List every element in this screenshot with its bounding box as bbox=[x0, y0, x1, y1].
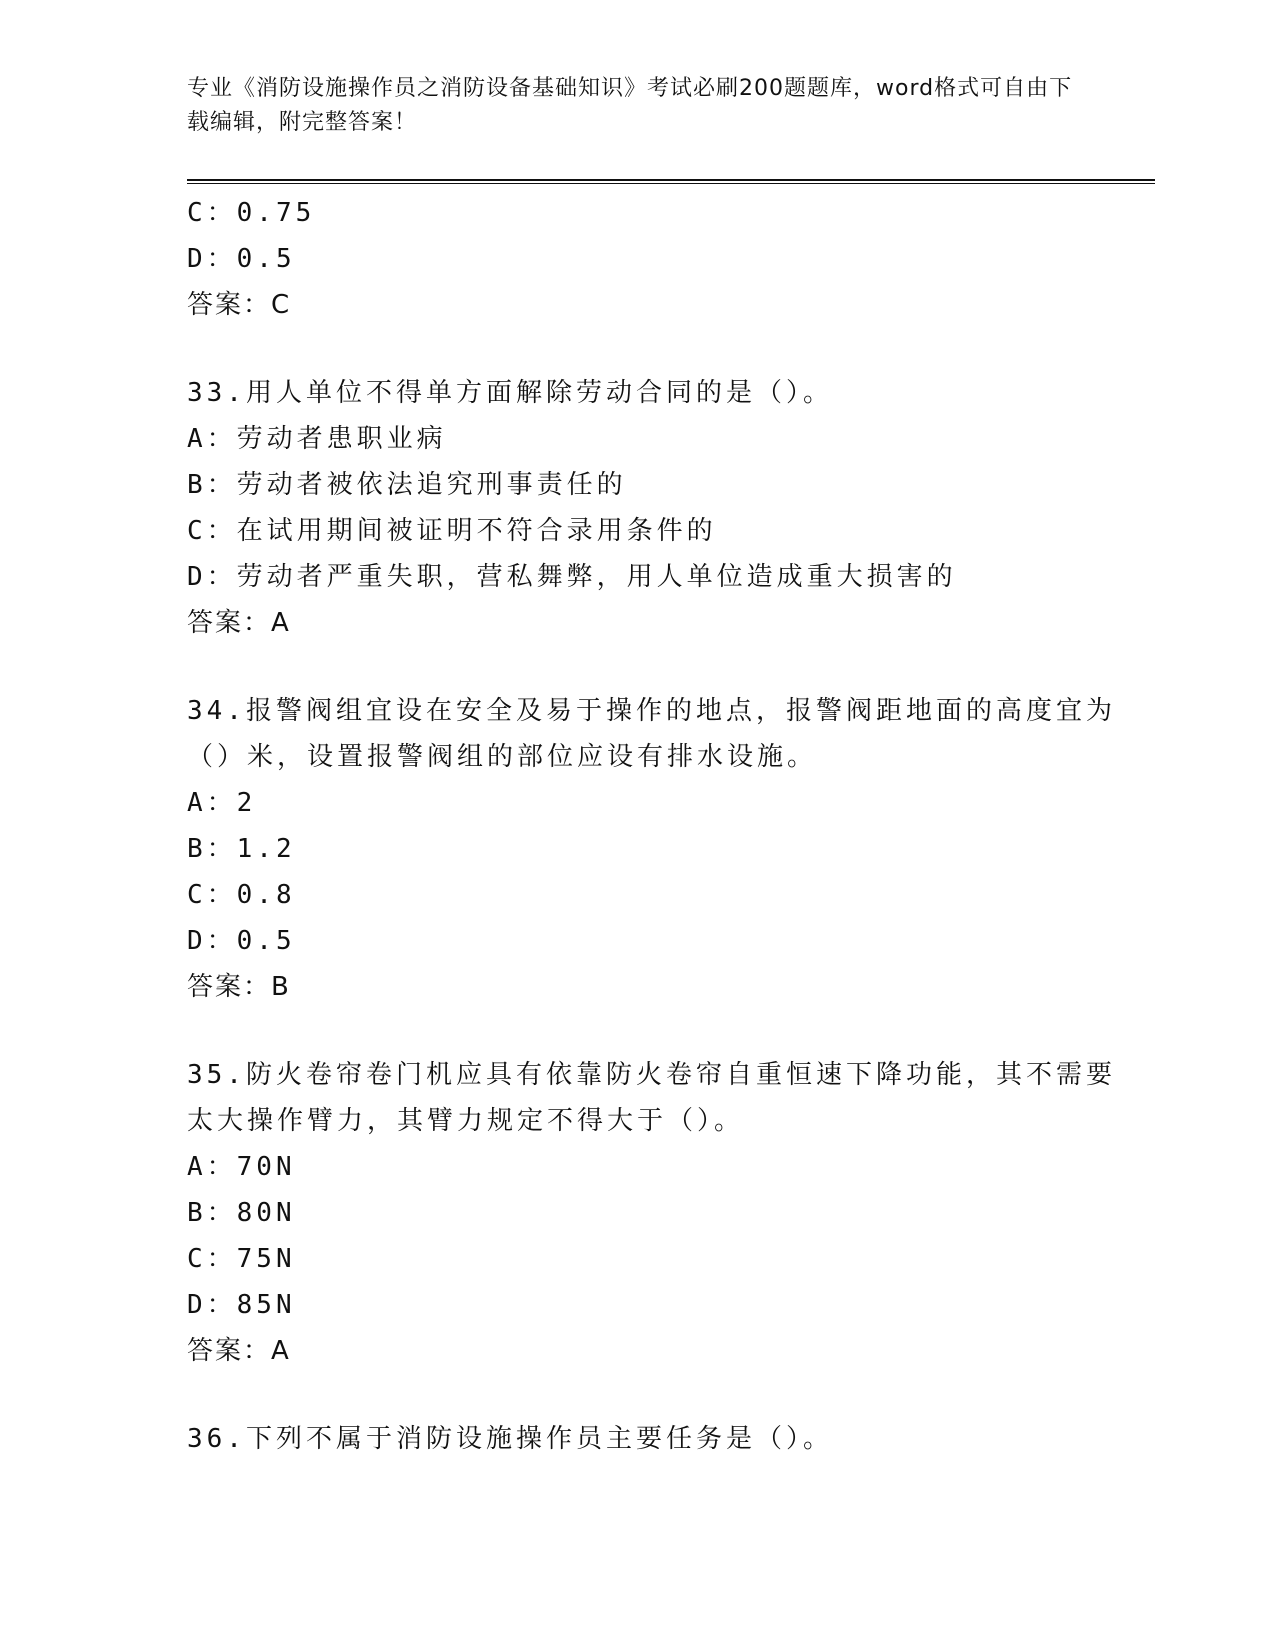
option-c: C：75N bbox=[187, 1244, 296, 1274]
question-34 bbox=[187, 688, 1117, 1010]
question-content bbox=[187, 190, 1117, 1462]
answer-line: 答案：C bbox=[187, 290, 292, 320]
page-header: 专业《消防设施操作员之消防设备基础知识》考试必刷200题题库，word格式可自由下载编辑，附完整答案！ bbox=[187, 76, 1073, 135]
option-a: A：2 bbox=[187, 788, 257, 818]
option-c: C：在试用期间被证明不符合录用条件的 bbox=[187, 516, 717, 546]
option-b: B：劳动者被依法追究刑事责任的 bbox=[187, 470, 627, 500]
answer-line: 答案：A bbox=[187, 1336, 291, 1366]
option-d: D：0.5 bbox=[187, 926, 296, 956]
question-text: 35.防火卷帘卷门机应具有依靠防火卷帘自重恒速下降功能，其不需要太大操作臂力，其臂力规定不得大于（）。 bbox=[187, 1060, 1116, 1136]
question-33 bbox=[187, 370, 1117, 646]
option-b: B：80N bbox=[187, 1198, 296, 1228]
option-b: B：1.2 bbox=[187, 834, 296, 864]
header-divider-thin bbox=[187, 183, 1155, 184]
option-c: C：0.8 bbox=[187, 880, 296, 910]
question-text: 36.下列不属于消防设施操作员主要任务是（）。 bbox=[187, 1424, 833, 1454]
answer-line: 答案：B bbox=[187, 972, 291, 1002]
question-35 bbox=[187, 1052, 1117, 1374]
question-text: 33.用人单位不得单方面解除劳动合同的是（）。 bbox=[187, 378, 833, 408]
option-d: D：85N bbox=[187, 1290, 296, 1320]
answer-line: 答案：A bbox=[187, 608, 291, 638]
option-a: A：劳动者患职业病 bbox=[187, 424, 447, 454]
header-divider-thick bbox=[187, 179, 1155, 181]
option-c: C：0.75 bbox=[187, 198, 316, 228]
option-d: D：0.5 bbox=[187, 244, 296, 274]
question-fragment bbox=[187, 190, 1117, 328]
question-36 bbox=[187, 1416, 1117, 1462]
option-d: D：劳动者严重失职，营私舞弊，用人单位造成重大损害的 bbox=[187, 562, 957, 592]
option-a: A：70N bbox=[187, 1152, 296, 1182]
question-text: 34.报警阀组宜设在安全及易于操作的地点，报警阀距地面的高度宜为（）米，设置报警阀组的部位应设有排水设施。 bbox=[187, 696, 1116, 772]
